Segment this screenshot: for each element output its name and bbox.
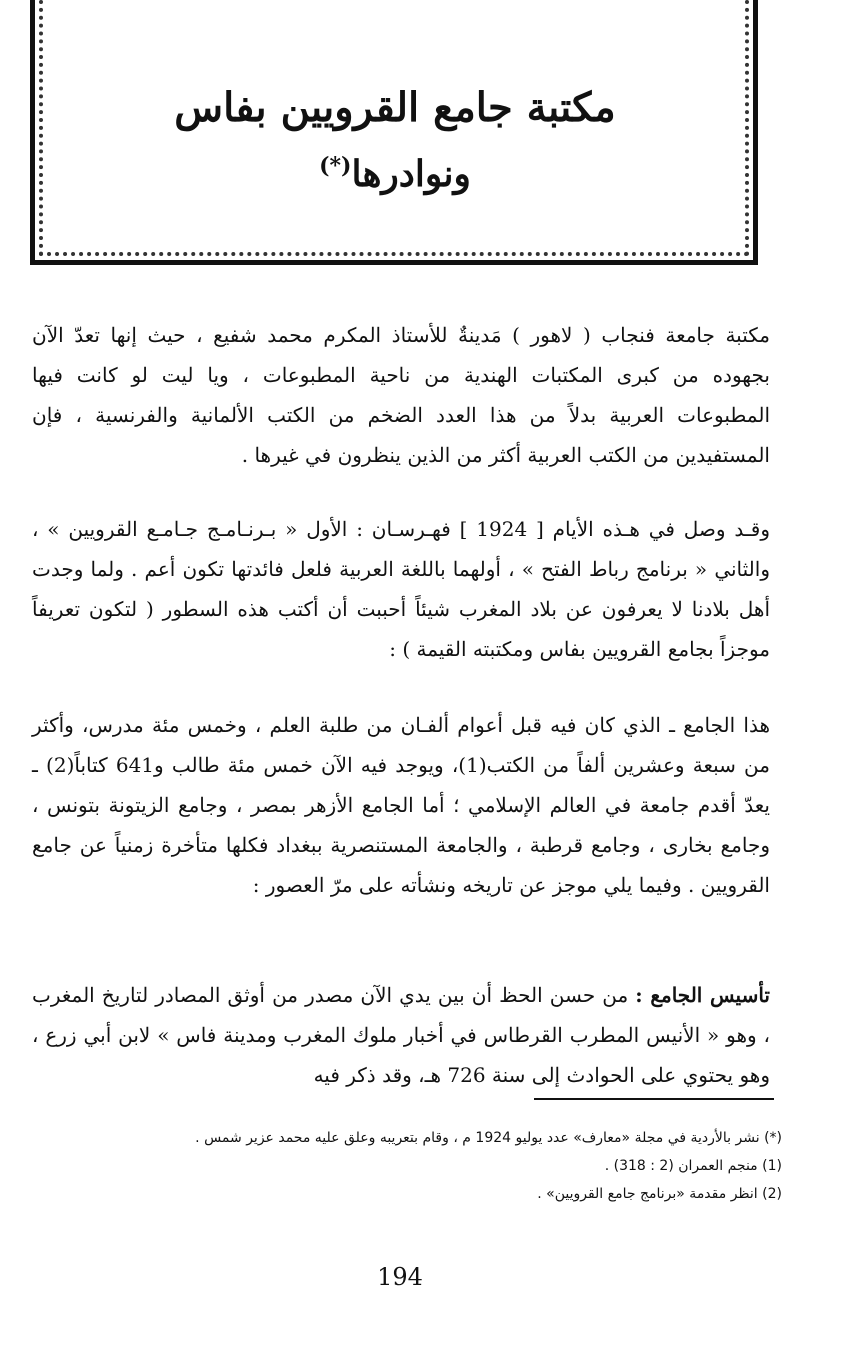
title-line-2-text: ونوادرها	[351, 153, 471, 195]
paragraph-1: مكتبة جامعة فنجاب ( لاهور ) مَدينةٌ للأستاذ المكرم محمد شفيع ، حيث إنها تعدّ الآن بجهوده من كبرى المكتبات الهندية من ناحية المطبوعات ، ويا ليت لو كانت فيها المطبوعات العربية بدلاً من هذا العدد الضخم من الكتب الألمانية والفرنسية ، فإن المستفيدين من الكتب العربية أكثر من الذين ينظرون في غيرها .	[32, 323, 770, 467]
footnote-2: (2) انظر مقدمة «برنامج جامع القرويين» .	[537, 1186, 782, 1202]
footnotes	[70, 1124, 782, 1208]
paragraph-3: هذا الجامع ـ الذي كان فيه قبل أعوام ألفـان من طلبة العلم ، وخمس مئة مدرس، وأكثر من سبعة وعشرين ألفاً من الكتب(1)، ويوجد فيه الآن خمس مئة طالب و641 كتاباً(2) ـ يعدّ أقدم جامعة في العالم الإسلامي ؛ أما الجامع الأزهر بمصر ، وجامع الزيتونة بتونس ، وجامع بخارى ، وجامع قرطبة ، والجامعة المستنصرية ببغداد فكلها متأخرة زمنياً عن جامع القرويين . وفيما يلي موجز عن تاريخه ونشأته على مرّ العصور :	[32, 713, 770, 897]
title-line-1: مكتبة جامع القرويين بفاس	[174, 84, 616, 131]
paragraph-2: وقـد وصل في هـذه الأيام [ 1924 ] فهـرسـان : الأول « بـرنـامـج جـامـع القرويين » ، والثاني « برنامج رباط الفتح » ، أولهما باللغة العربية فلعل فائدتها تكون أعم . ولما وجدت أهل بلادنا لا يعرفون عن بلاد المغرب شيئاً أحببت أن أكتب هذه السطور ( لتكون تعريفاً موجزاً بجامع القرويين بفاس ومكتبته القيمة ) :	[32, 517, 770, 661]
paragraph-4	[32, 975, 770, 1095]
title-footnote-marker: (*)	[319, 153, 352, 179]
section-text: من حسن الحظ أن بين يدي الآن مصدر من أوثق المصادر لتاريخ المغرب ، وهو « الأنيس المطرب القرطاس في أخبار ملوك المغرب ومدينة فاس » لابن أبي زرع ، وهو يحتوي على الحوادث إلى سنة 726 هـ، وقد ذكر فيه	[32, 983, 770, 1087]
page-number: 194	[377, 1263, 423, 1291]
title-line-2	[60, 138, 730, 202]
chapter-title	[60, 78, 730, 202]
footnote-separator	[534, 1098, 774, 1100]
footnote-1: (1) منجم العمران (2 : 318) .	[604, 1158, 782, 1174]
footnote-star: (*) نشر بالأردية في مجلة «معارف» عدد يوليو 1924 م ، وقام بتعريبه وعلق عليه محمد عزير شمس .	[195, 1130, 782, 1146]
section-heading: تأسيس الجامع :	[635, 983, 770, 1007]
